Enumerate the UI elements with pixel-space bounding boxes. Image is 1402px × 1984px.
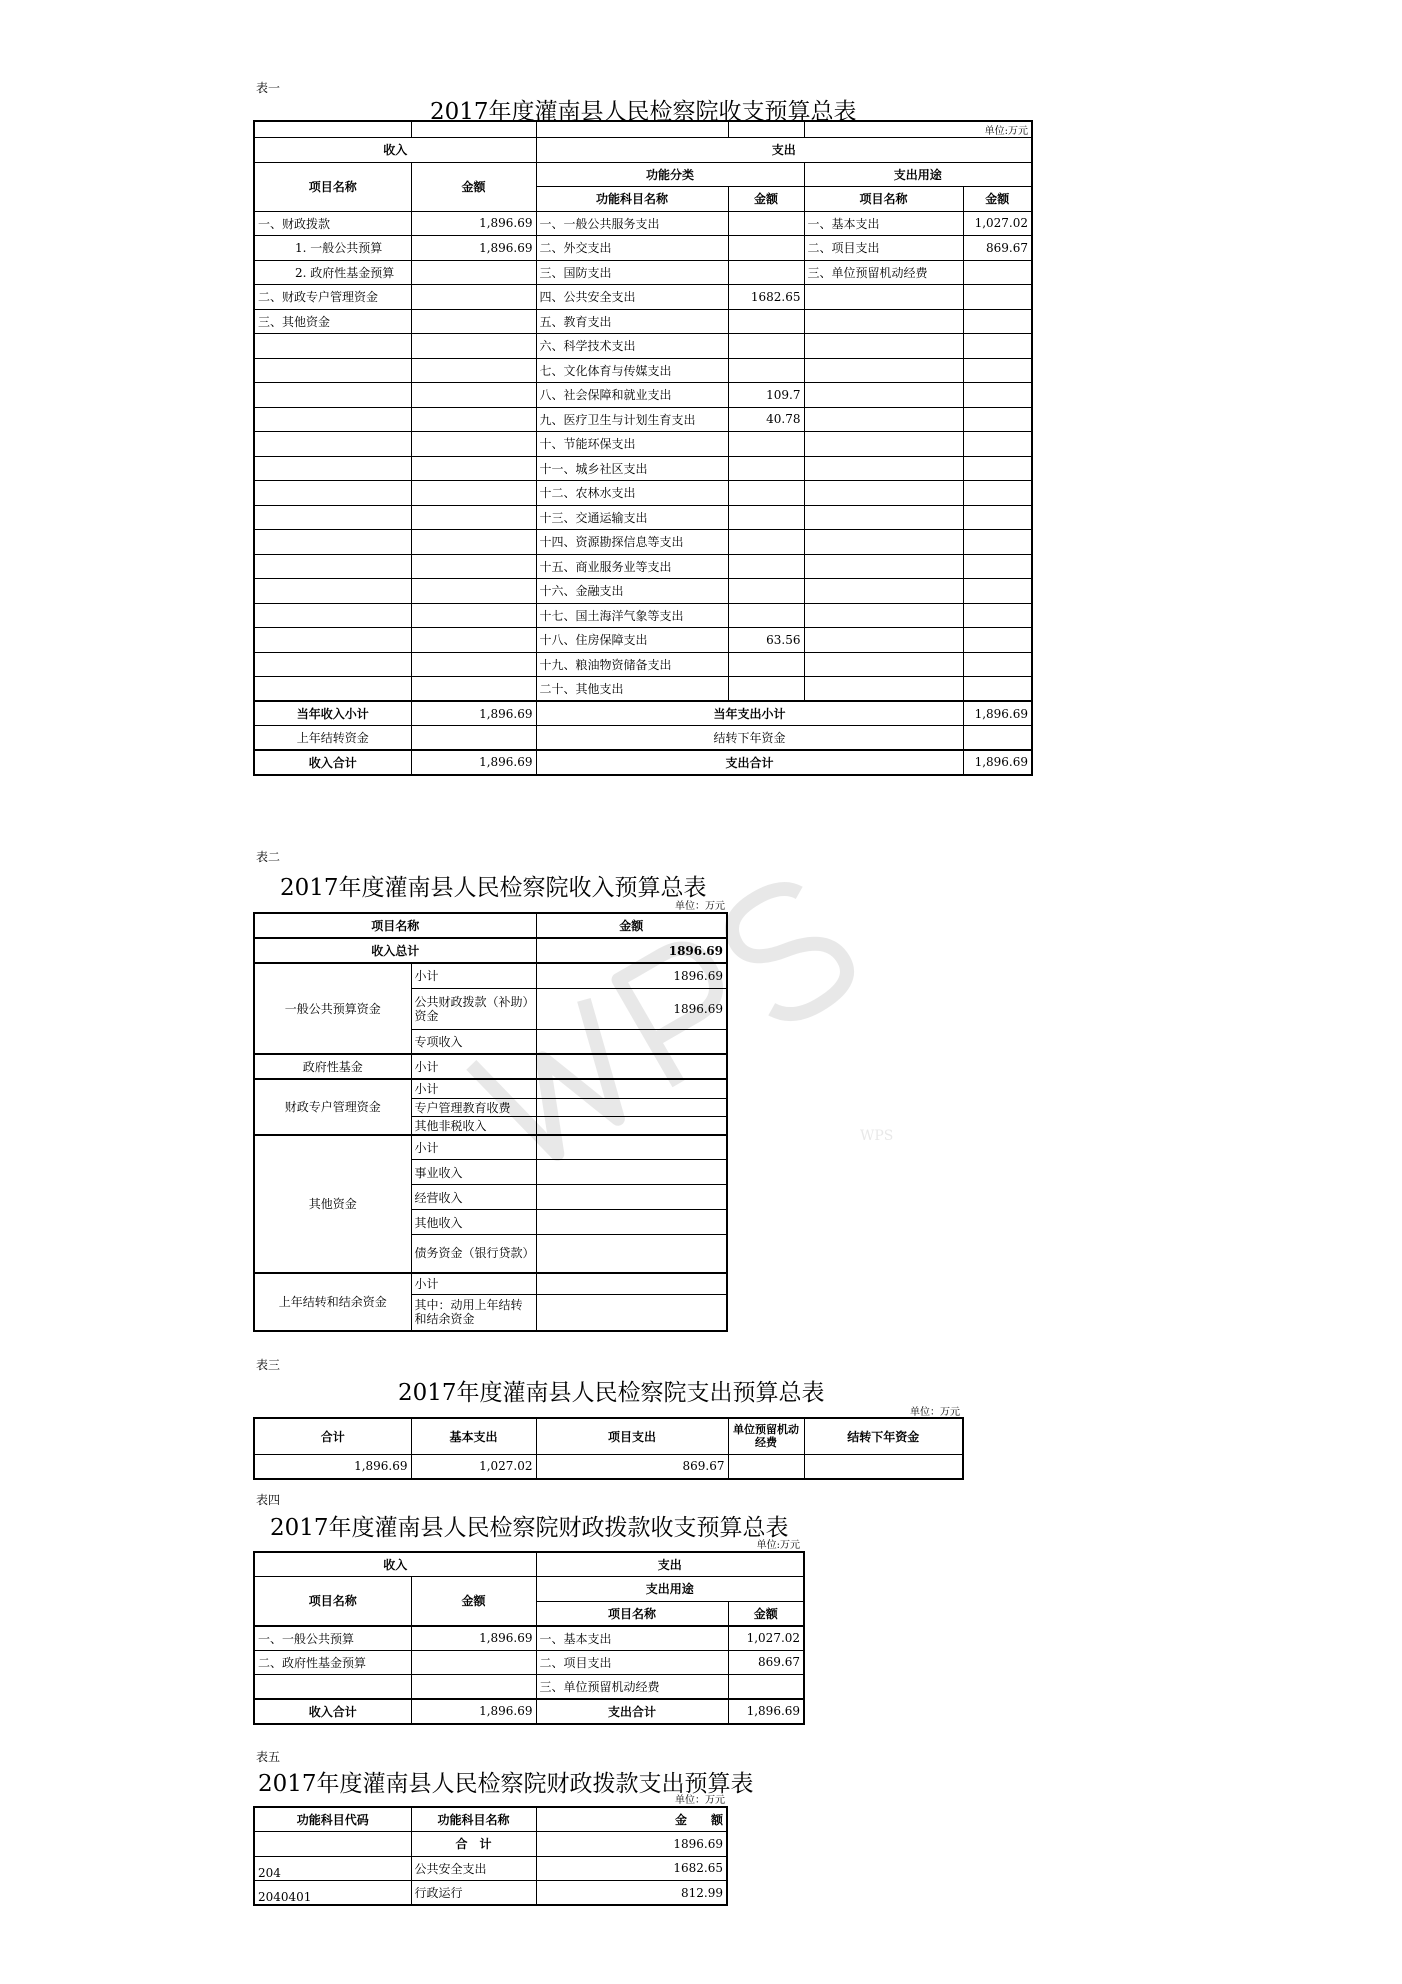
table3-carry-header: 结转下年资金: [804, 1418, 963, 1454]
func-item-name: 八、社会保障和就业支出: [536, 383, 728, 408]
table4-amount-header: 金额: [411, 1577, 536, 1626]
func-item-name: 十五、商业服务业等支出: [536, 554, 728, 579]
table4-fiscal-summary: [253, 1551, 805, 1725]
func-item-name: 二十、其他支出: [536, 677, 728, 702]
func-item-name: 十、节能环保支出: [536, 432, 728, 457]
func-item-amount: [728, 530, 804, 555]
table-row: [254, 652, 1032, 677]
function-amount: 812.99: [536, 1881, 727, 1906]
table2-amount-header: 金额: [536, 913, 727, 938]
function-code: 2040401: [254, 1881, 411, 1906]
func-item-name: 七、文化体育与传媒支出: [536, 358, 728, 383]
table3-project-header: 项目支出: [536, 1418, 728, 1454]
table-row: [254, 309, 1032, 334]
income-item-amount: 1,896.69: [411, 211, 536, 236]
row-label: 小计: [411, 963, 536, 988]
table3-basic-header: 基本支出: [411, 1418, 536, 1454]
table4-exp-amount-header: 金额: [728, 1601, 804, 1626]
func-item-amount: [728, 236, 804, 261]
income-item-amount: [411, 285, 536, 310]
income-total-value: 1,896.69: [411, 750, 536, 775]
expense-item-name: 一、基本支出: [536, 1626, 728, 1651]
income-item-amount: [411, 260, 536, 285]
current-income-value: 1,896.69: [411, 701, 536, 726]
table4-expense-header: 支出: [536, 1552, 804, 1577]
func-item-amount: [728, 456, 804, 481]
income-item-amount: [411, 1650, 536, 1675]
table1-func-amount-header: 金额: [728, 187, 804, 212]
func-item-amount: [728, 211, 804, 236]
table3-total-header: 合计: [254, 1418, 411, 1454]
func-item-name: 三、国防支出: [536, 260, 728, 285]
table-row: [254, 1881, 727, 1906]
use-item-name: 三、单位预留机动经费: [804, 260, 963, 285]
table4-income-header: 收入: [254, 1552, 536, 1577]
income-item-name: 一、财政拨款: [254, 211, 411, 236]
income-item-amount: [411, 1675, 536, 1700]
income-total-label: 收入合计: [254, 750, 411, 775]
income-item-name: 1. 一般公共预算: [254, 236, 411, 261]
table4-expense-total-value: 1,896.69: [728, 1699, 804, 1724]
func-item-name: 十三、交通运输支出: [536, 505, 728, 530]
table1-exp-use-header: 支出用途: [804, 162, 1032, 187]
table2-item-header: 项目名称: [254, 913, 536, 938]
func-item-name: 六、科学技术支出: [536, 334, 728, 359]
use-item-name: 一、基本支出: [804, 211, 963, 236]
table-row: [254, 481, 1032, 506]
table2-total-value: 1896.69: [536, 938, 727, 963]
func-item-name: 十七、国土海洋气象等支出: [536, 603, 728, 628]
func-item-amount: [728, 260, 804, 285]
row-label: 其中：动用上年结转和结余资金: [411, 1295, 536, 1331]
table-row: [254, 334, 1032, 359]
table3-project-value: 869.67: [536, 1454, 728, 1479]
table-row: [254, 628, 1032, 653]
func-item-amount: [728, 505, 804, 530]
row-label: 债务资金（银行贷款）: [411, 1235, 536, 1273]
income-item-name: 二、政府性基金预算: [254, 1650, 411, 1675]
func-item-amount: [728, 309, 804, 334]
group-other-funds: 其他资金: [254, 1135, 411, 1273]
table3-carry-value: [804, 1454, 963, 1479]
row-label: 公共财政拨款（补助）资金: [411, 988, 536, 1029]
table3-total-value: 1,896.69: [254, 1454, 411, 1479]
table1-budget-summary: [253, 120, 1033, 776]
row-label: 专项收入: [411, 1029, 536, 1054]
table5-name-header: 功能科目名称: [411, 1807, 536, 1832]
group-carryover: 上年结转和结余资金: [254, 1273, 411, 1331]
table2-label: 表二: [256, 850, 281, 864]
income-item-name: 一、一般公共预算: [254, 1626, 411, 1651]
table-row: [254, 456, 1032, 481]
func-item-amount: 1682.65: [728, 285, 804, 310]
prev-carry-value: [411, 726, 536, 751]
table5-amount-header: 金 额: [536, 1807, 727, 1832]
group-special-account: 财政专户管理资金: [254, 1079, 411, 1135]
table-row: [254, 407, 1032, 432]
table-row: [254, 285, 1032, 310]
table-row: [254, 358, 1032, 383]
table2-income-summary: [253, 912, 728, 1332]
func-item-amount: [728, 334, 804, 359]
func-item-amount: 40.78: [728, 407, 804, 432]
row-label: 小计: [411, 1273, 536, 1295]
table-row: [254, 236, 1032, 261]
row-value: 1896.69: [536, 988, 727, 1029]
table4-title: 2017年度灌南县人民检察院财政拨款收支预算总表: [270, 1515, 789, 1541]
income-item-amount: 1,896.69: [411, 236, 536, 261]
func-item-amount: 63.56: [728, 628, 804, 653]
table1-expense-header: 支出: [536, 138, 1032, 163]
function-name: 公共安全支出: [411, 1856, 536, 1881]
table-row: [254, 1650, 804, 1675]
table1-func-name-header: 功能科目名称: [536, 187, 728, 212]
table-row: [254, 1856, 727, 1881]
func-item-name: 四、公共安全支出: [536, 285, 728, 310]
use-item-name: 二、项目支出: [804, 236, 963, 261]
income-item-amount: [411, 309, 536, 334]
table-row: [254, 260, 1032, 285]
table4-item-header: 项目名称: [254, 1577, 411, 1626]
expense-item-name: 三、单位预留机动经费: [536, 1675, 728, 1700]
table5-unit: 单位：万元: [675, 1795, 725, 1806]
func-item-name: 十六、金融支出: [536, 579, 728, 604]
expense-total-label: 支出合计: [536, 750, 963, 775]
table4-income-total-label: 收入合计: [254, 1699, 411, 1724]
table5-total-value: 1896.69: [536, 1832, 727, 1857]
row-value: 1896.69: [536, 963, 727, 988]
table3-reserve-value: [728, 1454, 804, 1479]
use-item-amount: 1,027.02: [963, 211, 1032, 236]
table4-exp-item-header: 项目名称: [536, 1601, 728, 1626]
table1-use-amount-header: 金额: [963, 187, 1032, 212]
use-item-amount: [963, 260, 1032, 285]
table2-unit: 单位：万元: [675, 901, 725, 912]
func-item-name: 十二、农林水支出: [536, 481, 728, 506]
table4-use-header: 支出用途: [536, 1577, 804, 1602]
next-carry-label: 结转下年资金: [536, 726, 963, 751]
row-label: 经营收入: [411, 1185, 536, 1210]
row-label: 专户管理教育收费: [411, 1098, 536, 1116]
func-item-amount: [728, 677, 804, 702]
func-item-amount: [728, 603, 804, 628]
function-code: 204: [254, 1856, 411, 1881]
row-label: 小计: [411, 1079, 536, 1098]
expense-item-amount: [728, 1675, 804, 1700]
income-item-name: [254, 1675, 411, 1700]
table-row: [254, 383, 1032, 408]
expense-total-value: 1,896.69: [963, 750, 1032, 775]
current-expense-value: 1,896.69: [963, 701, 1032, 726]
expense-item-amount: 869.67: [728, 1650, 804, 1675]
table1-unit: 单位:万元: [804, 121, 1032, 138]
table4-income-total-value: 1,896.69: [411, 1699, 536, 1724]
table-row: [254, 1675, 804, 1700]
func-item-name: 一、一般公共服务支出: [536, 211, 728, 236]
use-item-amount: 869.67: [963, 236, 1032, 261]
func-item-name: 九、医疗卫生与计划生育支出: [536, 407, 728, 432]
group-general-budget: 一般公共预算资金: [254, 963, 411, 1054]
func-item-name: 十一、城乡社区支出: [536, 456, 728, 481]
expense-item-amount: 1,027.02: [728, 1626, 804, 1651]
prev-carry-label: 上年结转资金: [254, 726, 411, 751]
table1-income-header: 收入: [254, 138, 536, 163]
table5-fiscal-expense: [253, 1806, 728, 1906]
table1-amount-header: 金额: [411, 162, 536, 211]
income-item-name: 三、其他资金: [254, 309, 411, 334]
table5-total-label: 合 计: [411, 1832, 536, 1857]
func-item-amount: [728, 554, 804, 579]
current-income-label: 当年收入小计: [254, 701, 411, 726]
table-row: [254, 211, 1032, 236]
current-expense-label: 当年支出小计: [536, 701, 963, 726]
table1-label: 表一: [256, 81, 281, 95]
func-item-name: 十九、粮油物资储备支出: [536, 652, 728, 677]
next-carry-value: [963, 726, 1032, 751]
table3-title: 2017年度灌南县人民检察院支出预算总表: [398, 1380, 825, 1406]
row-label: 小计: [411, 1135, 536, 1160]
table5-label: 表五: [256, 1750, 281, 1764]
function-amount: 1682.65: [536, 1856, 727, 1881]
row-label: 事业收入: [411, 1160, 536, 1185]
func-item-amount: [728, 652, 804, 677]
table2-total-label: 收入总计: [254, 938, 536, 963]
row-label: 其他收入: [411, 1210, 536, 1235]
func-item-amount: [728, 432, 804, 457]
row-label: 其他非税收入: [411, 1116, 536, 1135]
table-row: [254, 579, 1032, 604]
watermark-text: WPS: [860, 1128, 894, 1144]
table3-label: 表三: [256, 1358, 281, 1372]
function-name: 行政运行: [411, 1881, 536, 1906]
table-row: [254, 505, 1032, 530]
income-item-name: 2. 政府性基金预算: [254, 260, 411, 285]
table-row: [254, 530, 1032, 555]
func-item-name: 十四、资源勘探信息等支出: [536, 530, 728, 555]
func-item-amount: 109.7: [728, 383, 804, 408]
func-item-amount: [728, 579, 804, 604]
table3-reserve-header: 单位预留机动经费: [728, 1418, 804, 1454]
table-row: [254, 603, 1032, 628]
row-label: 小计: [411, 1054, 536, 1079]
table2-title: 2017年度灌南县人民检察院收入预算总表: [280, 875, 707, 901]
func-item-name: 二、外交支出: [536, 236, 728, 261]
func-item-amount: [728, 358, 804, 383]
table-row: [254, 554, 1032, 579]
table-row: [254, 677, 1032, 702]
table4-label: 表四: [256, 1493, 281, 1507]
table-row: [254, 432, 1032, 457]
income-item-amount: 1,896.69: [411, 1626, 536, 1651]
func-item-amount: [728, 481, 804, 506]
table4-expense-total-label: 支出合计: [536, 1699, 728, 1724]
table4-unit: 单位:万元: [756, 1540, 800, 1551]
table3-unit: 单位：万元: [910, 1407, 960, 1418]
income-item-name: 二、财政专户管理资金: [254, 285, 411, 310]
table-row: [254, 1626, 804, 1651]
func-item-name: 十八、住房保障支出: [536, 628, 728, 653]
table1-use-name-header: 项目名称: [804, 187, 963, 212]
table1-title: 2017年度灌南县人民检察院收支预算总表: [430, 99, 857, 125]
expense-item-name: 二、项目支出: [536, 1650, 728, 1675]
group-gov-fund: 政府性基金: [254, 1054, 411, 1079]
table1-func-class-header: 功能分类: [536, 162, 804, 187]
table1-item-name-header: 项目名称: [254, 162, 411, 211]
func-item-name: 五、教育支出: [536, 309, 728, 334]
table5-code-header: 功能科目代码: [254, 1807, 411, 1832]
table5-title: 2017年度灌南县人民检察院财政拨款支出预算表: [258, 1771, 754, 1797]
table3-basic-value: 1,027.02: [411, 1454, 536, 1479]
table3-expense-summary: [253, 1417, 964, 1480]
